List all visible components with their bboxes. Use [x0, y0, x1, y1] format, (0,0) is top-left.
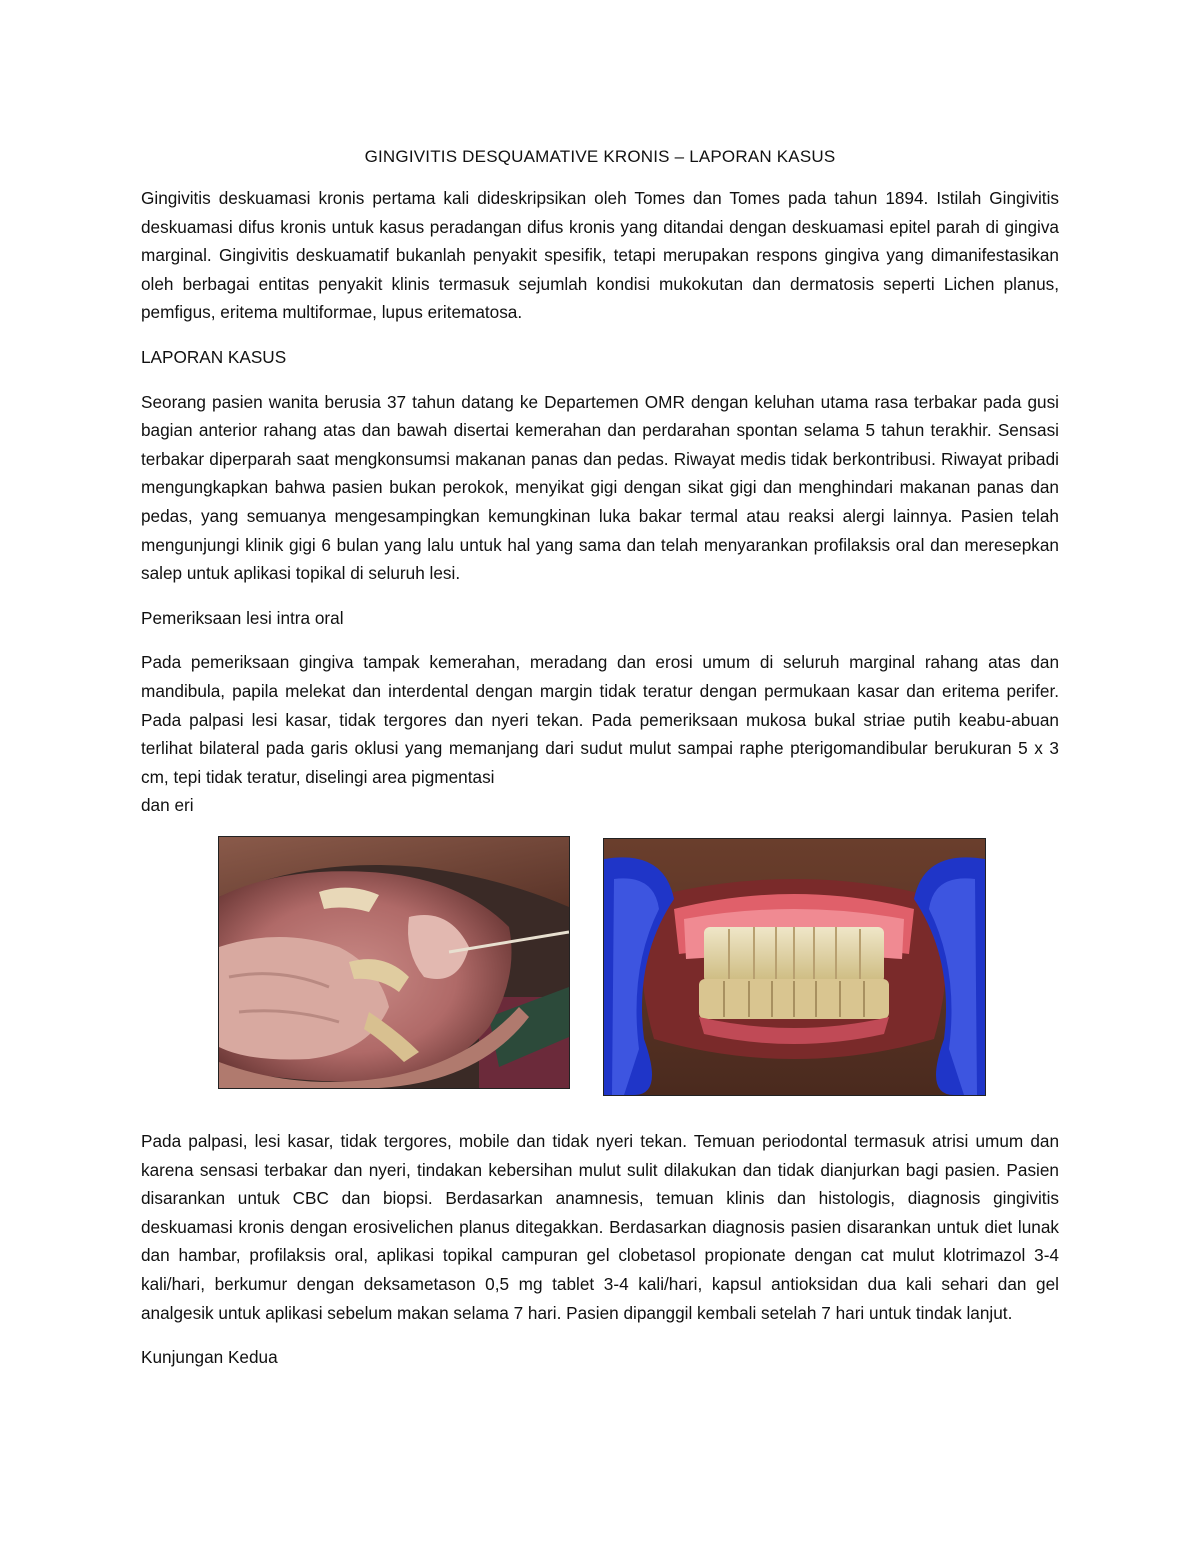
intro-paragraph: Gingivitis deskuamasi kronis pertama kali dideskripsikan oleh Tomes dan Tomes pada tahun 1894. Istilah Gingivitis deskuamasi difus kronis untuk kasus peradangan difus kronis yang ditandai dengan deskuamasi epitel parah di gingiva marginal. Gingivitis deskuamatif bukanlah penyakit spesifik, tetapi merupakan respons gingiva yang dimanifestasikan oleh berbagai entitas penyakit klinis termasuk sejumlah kondisi mukokutan dan dermatosis seperti Lichen planus, pemfigus, eritema multiformae, lupus eritematosa.: [141, 188, 1059, 323]
lower-text: [141, 1127, 1059, 1388]
document-body: [141, 146, 1059, 819]
exam-heading: Pemeriksaan lesi intra oral: [141, 607, 344, 628]
gingiva-retractor-photo: [603, 838, 986, 1096]
document-title: GINGIVITIS DESQUAMATIVE KRONIS – LAPORAN KASUS: [364, 147, 836, 166]
case-paragraph: Seorang pasien wanita berusia 37 tahun datang ke Departemen OMR dengan keluhan utama rasa terbakar pada gusi bagian anterior rahang atas dan bawah disertai kemerahan dan perdarahan spontan selama 5 tahun terakhir. Sensasi terbakar diperparah saat mengkonsumsi makanan panas dan pedas. Riwayat medis tidak berkontribusi. Riwayat pribadi mengungkapkan bahwa pasien bukan perokok, menyikat gigi dengan sikat gigi dan menghindari makanan panas dan pedas, yang semuanya mengesampingkan kemungkinan luka bakar termal atau reaksi alergi lainnya. Pasien telah mengunjungi klinik gigi 6 bulan yang lalu untuk hal yang sama dan telah menyarankan profilaksis oral dan meresepkan salep untuk aplikasi topikal di seluruh lesi.: [141, 391, 1059, 584]
case-heading: LAPORAN KASUS: [141, 346, 287, 367]
buccal-mucosa-photo: [218, 836, 570, 1089]
palpation-paragraph: Pada palpasi, lesi kasar, tidak tergores, mobile dan tidak nyeri tekan. Temuan periodontal termasuk atrisi umum dan karena sensasi terbakar dan nyeri, tindakan kebersihan mulut sulit dilakukan dan tidak dianjurkan bagi pasien. Pasien disarankan untuk CBC dan biopsi. Berdasarkan anamnesis, temuan klinis dan histologis, diagnosis gingivitis deskuamasi kronis dengan erosivelichen planus ditegakkan. Berdasarkan diagnosis pasien disarankan untuk diet lunak dan hambar, profilaksis oral, aplikasi topikal campuran gel clobetasol propionate dengan cat mulut klotrimazol 3-4 kali/hari, berkumur dengan deksametason 0,5 mg tablet 3-4 kali/hari, kapsul antioksidan dua kali sehari dan gel analgesik untuk aplikasi sebelum makan selama 7 hari. Pasien dipanggil kembali setelah 7 hari untuk tindak lanjut.: [141, 1131, 1059, 1323]
exam-paragraph: Pada pemeriksaan gingiva tampak kemerahan, meradang dan erosi umum di seluruh marginal rahang atas dan mandibula, papila melekat dan interdental dengan margin tidak teratur dengan permukaan kasar dan eritema perifer. Pada palpasi lesi kasar, tidak tergores dan nyeri tekan. Pada pemeriksaan mukosa bukal striae putih keabu-abuan terlihat bilateral pada garis oklusi yang memanjang dari sudut mulut sampai raphe pterigomandibular berukuran 5 x 3 cm, tepi tidak teratur, diselingi area pigmentasi: [141, 652, 1059, 787]
second-visit-heading: Kunjungan Kedua: [141, 1347, 278, 1368]
exam-paragraph-tail: dan eri: [141, 795, 194, 816]
